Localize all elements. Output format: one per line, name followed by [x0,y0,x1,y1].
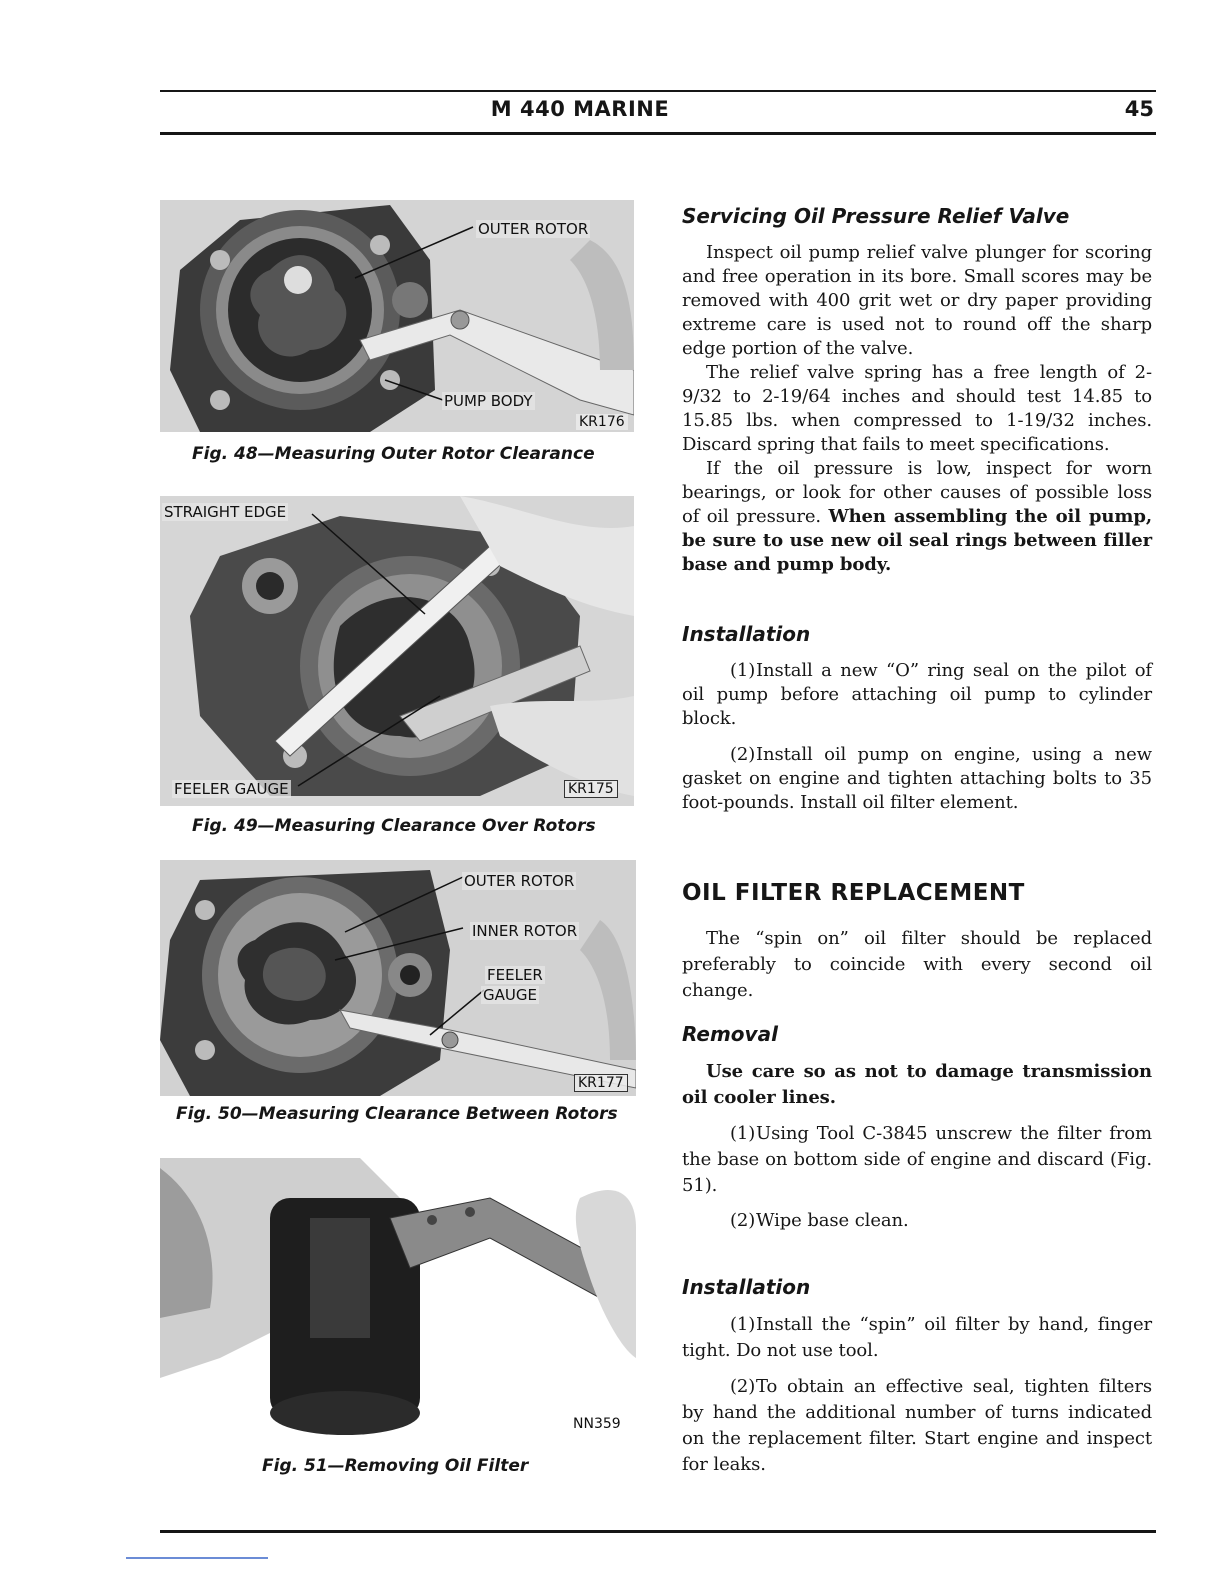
callout-pump-body: PUMP BODY [444,392,533,410]
footer-rule [160,1530,1156,1533]
running-header-title: M 440 MARINE [490,97,670,121]
step [682,1121,1152,1199]
step-number: (1) [730,1314,756,1335]
section-heading: Servicing Oil Pressure Relief Valve [682,204,1070,228]
figure-48-caption: Fig. 48—Measuring Outer Rotor Clearance [192,444,595,464]
paragraph-text: If the oil pressure is low, inspect for worn bearings, or look for other causes of possible loss of oil pressure. [682,458,1152,527]
paragraph: Inspect oil pump relief valve plunger for scoring and free operation in its bore. Small scores may be removed with 400 grit wet or dry paper providing extreme care is used not to round off the sharp edge portion of the valve. [682,242,1152,359]
caution [682,1059,1152,1111]
figure-code: KR176 [576,414,628,430]
oil-filter-section [682,880,1152,1004]
step-text: Install a new “O” ring seal on the pilot of oil pump before attaching oil pump to cylinder block. [682,660,1152,729]
figure-code: KR175 [564,780,618,798]
straight-edge-illustration [160,496,634,806]
figure-51-photo [160,1158,636,1448]
oil-filter-wrench-illustration [160,1158,636,1448]
section-heading: Removal [682,1022,778,1046]
installation-section [682,621,1152,815]
removal-section [682,1021,1152,1233]
figure-50-photo [160,860,636,1096]
step-number: (1) [730,660,756,681]
step [682,1312,1152,1364]
step-number: (2) [730,744,756,765]
page-number: 45 [1124,97,1154,121]
header-rule-bottom [160,132,1156,135]
figure-49-photo [160,496,634,806]
section-heading: Installation [682,1275,811,1299]
step-text: Install the “spin” oil filter by hand, finger tight. Do not use tool. [682,1314,1152,1361]
paragraph: The relief valve spring has a free length of 2-9/32 to 2-19/64 inches and should test 14.85 to 15.85 lbs. when compressed to 1-19/32 inches. Discard spring that fails to meet specifications. [682,362,1152,455]
step-text: Using Tool C-3845 unscrew the filter from the base on bottom side of engine and discard (Fig. 51). [682,1123,1152,1196]
callout-gauge: GAUGE [483,986,537,1004]
step-text: To obtain an effective seal, tighten filters by hand the additional number of turns indicated on the replacement filter. Start engine and inspect for leaks. [682,1376,1152,1475]
major-heading: OIL FILTER REPLACEMENT [682,880,1025,906]
figure-49-caption: Fig. 49—Measuring Clearance Over Rotors [192,816,596,836]
step-text: Install oil pump on engine, using a new gasket on engine and tighten attaching bolts to 35 foot-pounds. Install oil filter element. [682,744,1152,813]
inner-outer-rotor-illustration [160,860,636,1096]
step-number: (2) [730,1376,756,1397]
footer-link-underline [126,1557,268,1559]
callout-feeler: FEELER [487,966,543,984]
figure-code: NN359 [573,1416,621,1432]
step [682,1374,1152,1478]
step [682,659,1152,731]
relief-valve-section [682,203,1152,577]
callout-outer-rotor: OUTER ROTOR [478,220,589,238]
section-heading: Installation [682,622,811,646]
figure-50-caption: Fig. 50—Measuring Clearance Between Rotors [176,1104,618,1124]
paragraph [682,457,1152,577]
step [682,1209,1152,1233]
step-text: Wipe base clean. [756,1210,909,1231]
callout-outer-rotor: OUTER ROTOR [464,872,575,890]
caution-text: Use care so as not to damage transmission oil cooler lines. [682,1061,1152,1108]
installation-filter-section [682,1274,1152,1478]
figure-code: KR177 [574,1074,628,1092]
paragraph: The “spin on” oil filter should be replaced preferably to coincide with every second oil change. [682,928,1152,1001]
figure-51-caption: Fig. 51—Removing Oil Filter [262,1456,529,1476]
callout-straight-edge: STRAIGHT EDGE [164,503,287,521]
figure-48-photo [160,200,634,432]
step-number: (1) [730,1123,756,1144]
paragraph-bold-text: When assembling the oil pump, be sure to use new oil seal rings between filler base and pump body. [682,506,1153,575]
header-rule-top [160,90,1156,92]
step-number: (2) [730,1210,756,1231]
callout-feeler-gauge: FEELER GAUGE [174,780,289,798]
step [682,743,1152,815]
callout-inner-rotor: INNER ROTOR [472,922,578,940]
